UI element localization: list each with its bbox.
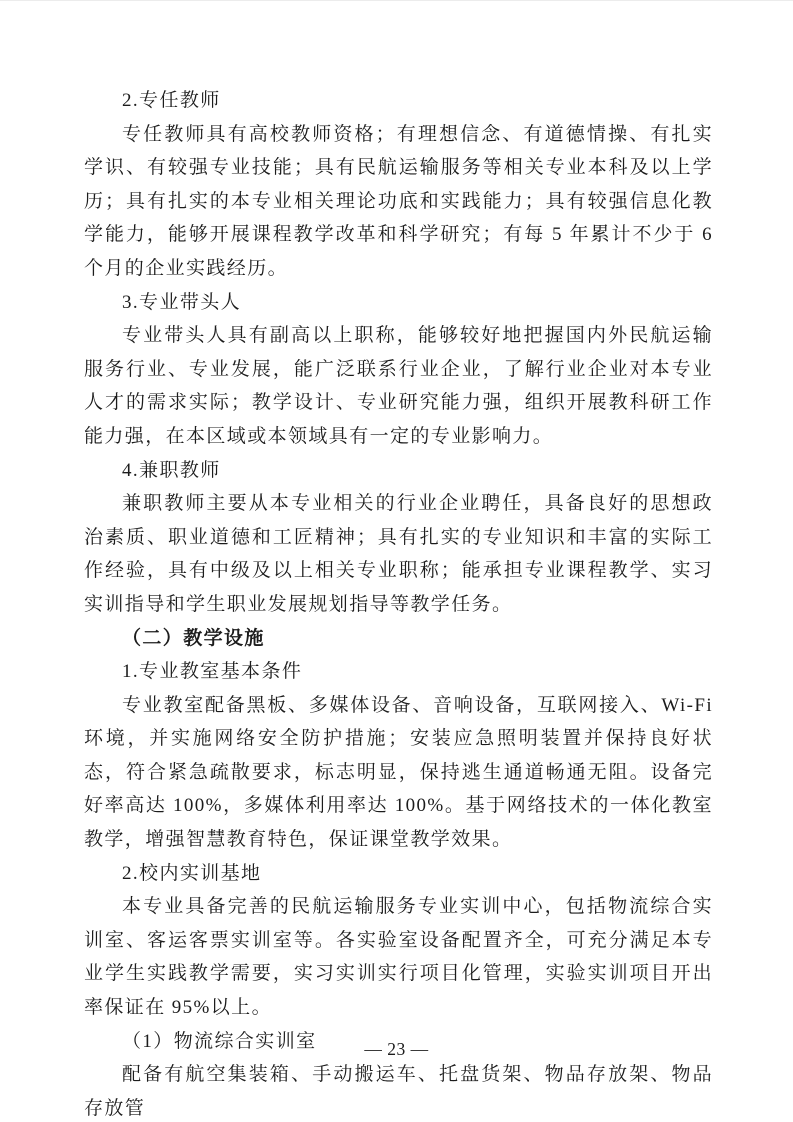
paragraph-part-time-teachers: 兼职教师主要从本专业相关的行业企业聘任，具备良好的思想政治素质、职业道德和工匠精神；具有扎实的专业知识和丰富的实际工作经验，具有中级及以上相关专业职称；能承担专业课程教学、实习实训指导和学生职业发展规划指导等教学任务。 xyxy=(84,493,713,615)
paragraph-logistics-training-room: 配备有航空集装箱、手动搬运车、托盘货架、物品存放架、物品存放管 xyxy=(84,1064,713,1119)
document-content xyxy=(84,84,713,1122)
paragraph-program-leader: 专业带头人具有副高以上职称，能够较好地把握国内外民航运输服务行业、专业发展，能广泛联系行业企业，了解行业企业对本专业人才的需求实际；教学设计、专业研究能力强，组织开展教科研工作能力强，在本区域或本领域具有一定的专业影响力。 xyxy=(84,325,713,447)
subheading-classroom-conditions: 1.专业教室基本条件 xyxy=(122,661,303,683)
subheading-full-time-teachers: 2.专任教师 xyxy=(122,90,221,111)
page-number: — 23 — xyxy=(364,1039,429,1059)
paragraph-campus-training-base: 本专业具备完善的民航运输服务专业实训中心，包括物流综合实训室、客运客票实训室等。各实验室设备配置齐全，可充分满足本专业学生实践教学需要，实习实训实行项目化管理，实验实训项目开出率保证在 95%以上。 xyxy=(84,896,713,1019)
subheading-program-leader: 3.专业带头人 xyxy=(122,291,242,313)
subheading-part-time-teachers: 4.兼职教师 xyxy=(122,459,221,481)
paragraph-classroom-conditions: 专业教室配备黑板、多媒体设备、音响设备，互联网接入、Wi-Fi 环境，并实施网络安全防护措施；安装应急照明装置并保持良好状态，符合紧急疏散要求，标志明显，保持逃生通道畅通无阻。设备完好率高达 100%，多媒体利用率达 100%。基于网络技术的一体化教室教学，增强智慧教育特色，保证课堂教学效果。 xyxy=(84,694,713,851)
page-footer xyxy=(0,1039,793,1060)
section-heading-teaching-facilities: （二）教学设施 xyxy=(122,627,265,649)
subheading-logistics-training-room: （1）物流综合实训室 xyxy=(122,1030,317,1052)
subheading-campus-training-base: 2.校内实训基地 xyxy=(122,862,262,884)
paragraph-full-time-teachers: 专任教师具有高校教师资格；有理想信念、有道德情操、有扎实学识、有较强专业技能；具有民航运输服务等相关专业本科及以上学历；具有扎实的本专业相关理论功底和实践能力；具有较强信息化教学能力，能够开展课程教学改革和科学研究；有每 5 年累计不少于 6 个月的企业实践经历。 xyxy=(84,123,713,279)
